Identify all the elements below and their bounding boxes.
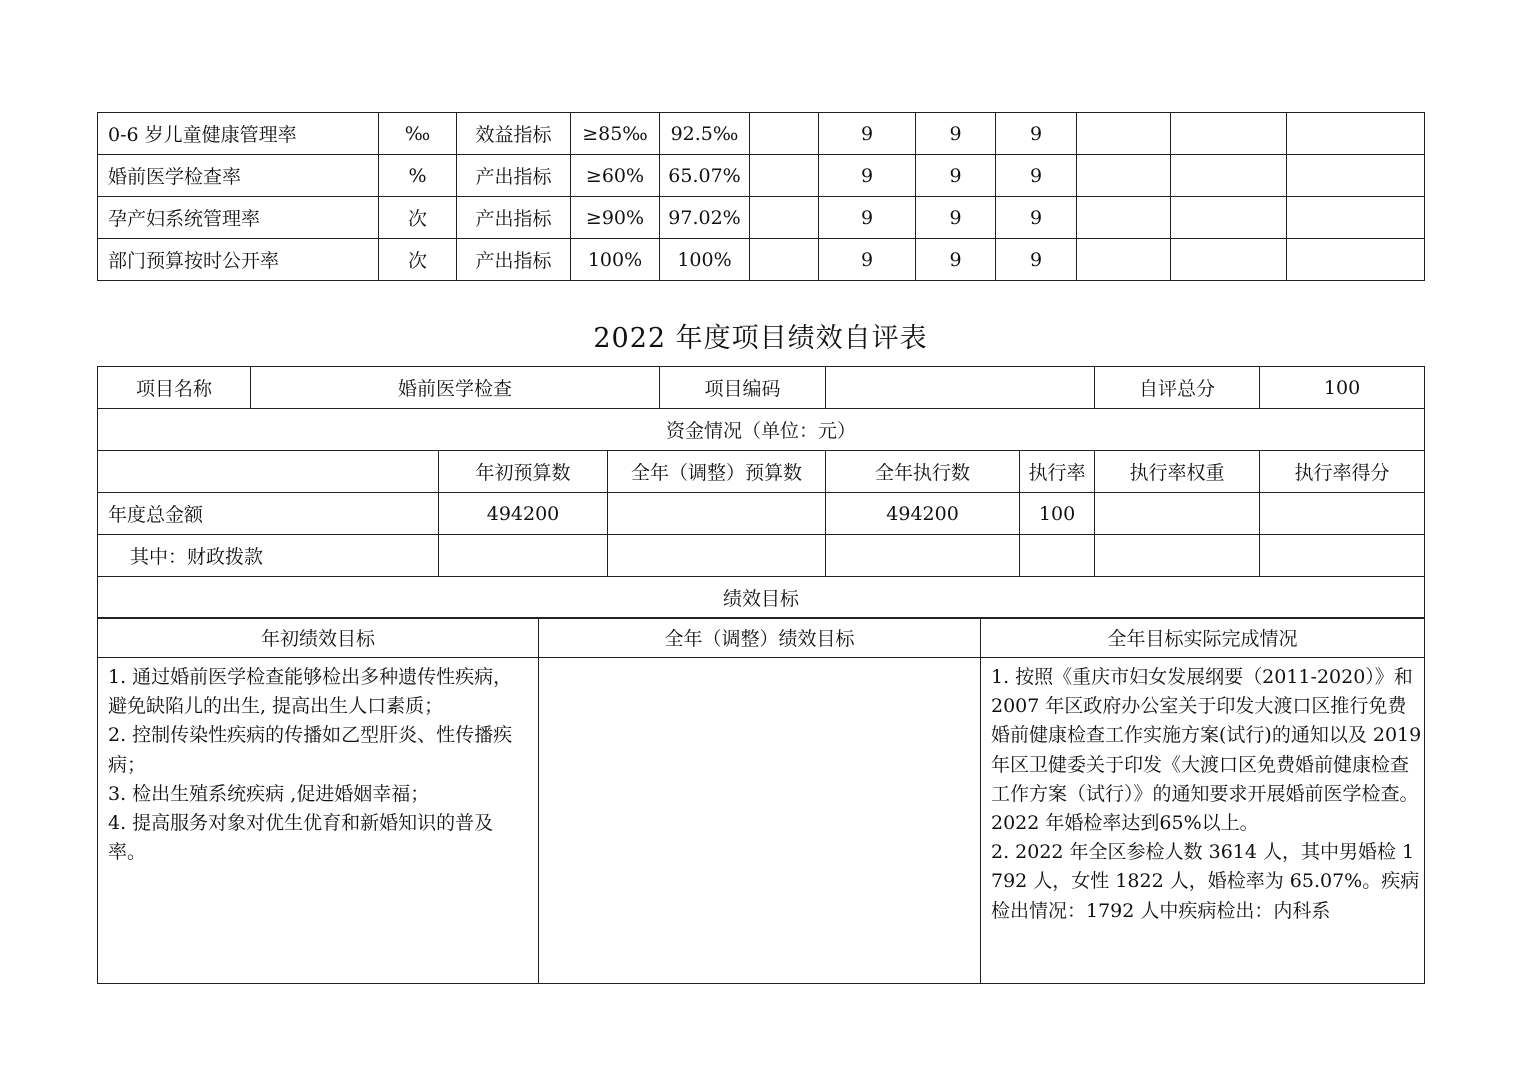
indicator-row (98, 155, 1425, 197)
project-info-row (98, 367, 1425, 409)
indicator-blank (750, 197, 819, 239)
indicator-empty-cell (1287, 197, 1425, 239)
indicator-score-2: 9 (916, 197, 996, 239)
funds-executed (826, 535, 1020, 577)
indicator-unit: ‰ (379, 113, 457, 155)
funds-initial (439, 535, 608, 577)
indicator-empty-cell (1171, 197, 1287, 239)
indicator-empty-cell (1077, 113, 1171, 155)
project-name-label: 项目名称 (98, 367, 251, 409)
indicator-empty-cell (1171, 113, 1287, 155)
indicator-score-2: 9 (916, 239, 996, 281)
funds-header: 资金情况（单位：元） (98, 409, 1425, 451)
funds-row-label: 其中：财政拨款 (98, 535, 439, 577)
funds-rate (1020, 535, 1095, 577)
initial-goal-text: 1. 通过婚前医学检查能够检出多种遗传性疾病，避免缺陷儿的出生, 提高出生人口素质； 2. 控制传染性疾病的传播如乙型肝炎、性传播疾病； 3. 检出生殖系统疾病 ,促进婚姻幸福； 4. 提高服务对象对优生优育和新婚知识的普及率。 (98, 658, 539, 984)
indicator-unit: 次 (379, 239, 457, 281)
indicator-empty-cell (1287, 155, 1425, 197)
adjusted-goal-text (539, 658, 981, 984)
page-title: 2022 年度项目绩效自评表 (593, 323, 928, 354)
project-code-label: 项目编码 (660, 367, 826, 409)
indicator-score-3: 9 (996, 155, 1077, 197)
indicator-blank (750, 239, 819, 281)
indicator-score-1: 9 (819, 113, 916, 155)
indicator-type: 产出指标 (457, 197, 571, 239)
col-adjusted-goal: 全年（调整）绩效目标 (539, 618, 981, 658)
indicator-actual: 92.5‰ (660, 113, 750, 155)
indicator-score-1: 9 (819, 197, 916, 239)
indicator-blank (750, 113, 819, 155)
performance-header-row (98, 577, 1425, 619)
self-score-label: 自评总分 (1095, 367, 1260, 409)
project-funds-table (97, 366, 1425, 619)
funds-weight (1095, 493, 1260, 535)
indicator-score-3: 9 (996, 197, 1077, 239)
funds-col-empty (98, 451, 439, 493)
indicator-type: 产出指标 (457, 239, 571, 281)
indicator-unit: % (379, 155, 457, 197)
col-initial-goal: 年初绩效目标 (98, 618, 539, 658)
funds-adjusted (608, 535, 826, 577)
indicator-target: ≥90% (571, 197, 660, 239)
funds-adjusted (608, 493, 826, 535)
performance-table (97, 617, 1425, 984)
indicator-actual: 65.07% (660, 155, 750, 197)
project-name-value: 婚前医学检查 (251, 367, 660, 409)
funds-initial: 494200 (439, 493, 608, 535)
indicator-row (98, 239, 1425, 281)
indicator-score-1: 9 (819, 239, 916, 281)
indicator-target: ≥60% (571, 155, 660, 197)
indicator-target: 100% (571, 239, 660, 281)
indicator-actual: 100% (660, 239, 750, 281)
funds-score (1260, 535, 1425, 577)
indicator-empty-cell (1077, 197, 1171, 239)
funds-row (98, 493, 1425, 535)
funds-col-initial: 年初预算数 (439, 451, 608, 493)
self-score-value: 100 (1260, 367, 1425, 409)
funds-col-adjusted: 全年（调整）预算数 (608, 451, 826, 493)
project-code-value (826, 367, 1095, 409)
funds-weight (1095, 535, 1260, 577)
funds-rate: 100 (1020, 493, 1095, 535)
performance-content-row (98, 658, 1425, 984)
indicator-empty-cell (1287, 239, 1425, 281)
funds-columns-row (98, 451, 1425, 493)
indicator-empty-cell (1077, 155, 1171, 197)
performance-columns-row (98, 618, 1425, 658)
indicator-row (98, 113, 1425, 155)
funds-col-weight: 执行率权重 (1095, 451, 1260, 493)
funds-score (1260, 493, 1425, 535)
indicator-blank (750, 155, 819, 197)
indicator-empty-cell (1287, 113, 1425, 155)
indicator-name: 孕产妇系统管理率 (98, 197, 379, 239)
indicator-actual: 97.02% (660, 197, 750, 239)
indicator-name: 0-6 岁儿童健康管理率 (98, 113, 379, 155)
indicator-type: 产出指标 (457, 155, 571, 197)
funds-executed: 494200 (826, 493, 1020, 535)
indicator-target: ≥85‰ (571, 113, 660, 155)
funds-col-score: 执行率得分 (1260, 451, 1425, 493)
indicator-score-3: 9 (996, 113, 1077, 155)
indicator-type: 效益指标 (457, 113, 571, 155)
indicator-score-2: 9 (916, 113, 996, 155)
indicator-table (97, 112, 1425, 281)
actual-completion-text: 1. 按照《重庆市妇女发展纲要（2011-2020）》和 2007 年区政府办公室关于印发大渡口区推行免费婚前健康检查工作实施方案(试行)的通知以及 2019 年区卫健委关于印发《大渡口区免费婚前健康检查工作方案（试行）》的通知要求开展婚前医学检查。2022 年婚检率达到65%以上。 2. 2022 年全区参检人数 3614 人，其中男婚检 1792 人，女性 1822 人，婚检率为 65.07%。疾病检出情况：1792 人中疾病检出：内科系 (981, 658, 1425, 984)
performance-header: 绩效目标 (98, 577, 1425, 619)
funds-header-row (98, 409, 1425, 451)
indicator-score-3: 9 (996, 239, 1077, 281)
indicator-empty-cell (1077, 239, 1171, 281)
funds-row (98, 535, 1425, 577)
indicator-row (98, 197, 1425, 239)
indicator-empty-cell (1171, 239, 1287, 281)
indicator-score-1: 9 (819, 155, 916, 197)
indicator-unit: 次 (379, 197, 457, 239)
indicator-score-2: 9 (916, 155, 996, 197)
funds-row-label: 年度总金额 (98, 493, 439, 535)
col-actual-completion: 全年目标实际完成情况 (981, 618, 1425, 658)
indicator-empty-cell (1171, 155, 1287, 197)
funds-col-executed: 全年执行数 (826, 451, 1020, 493)
funds-col-rate: 执行率 (1020, 451, 1095, 493)
indicator-name: 婚前医学检查率 (98, 155, 379, 197)
indicator-name: 部门预算按时公开率 (98, 239, 379, 281)
